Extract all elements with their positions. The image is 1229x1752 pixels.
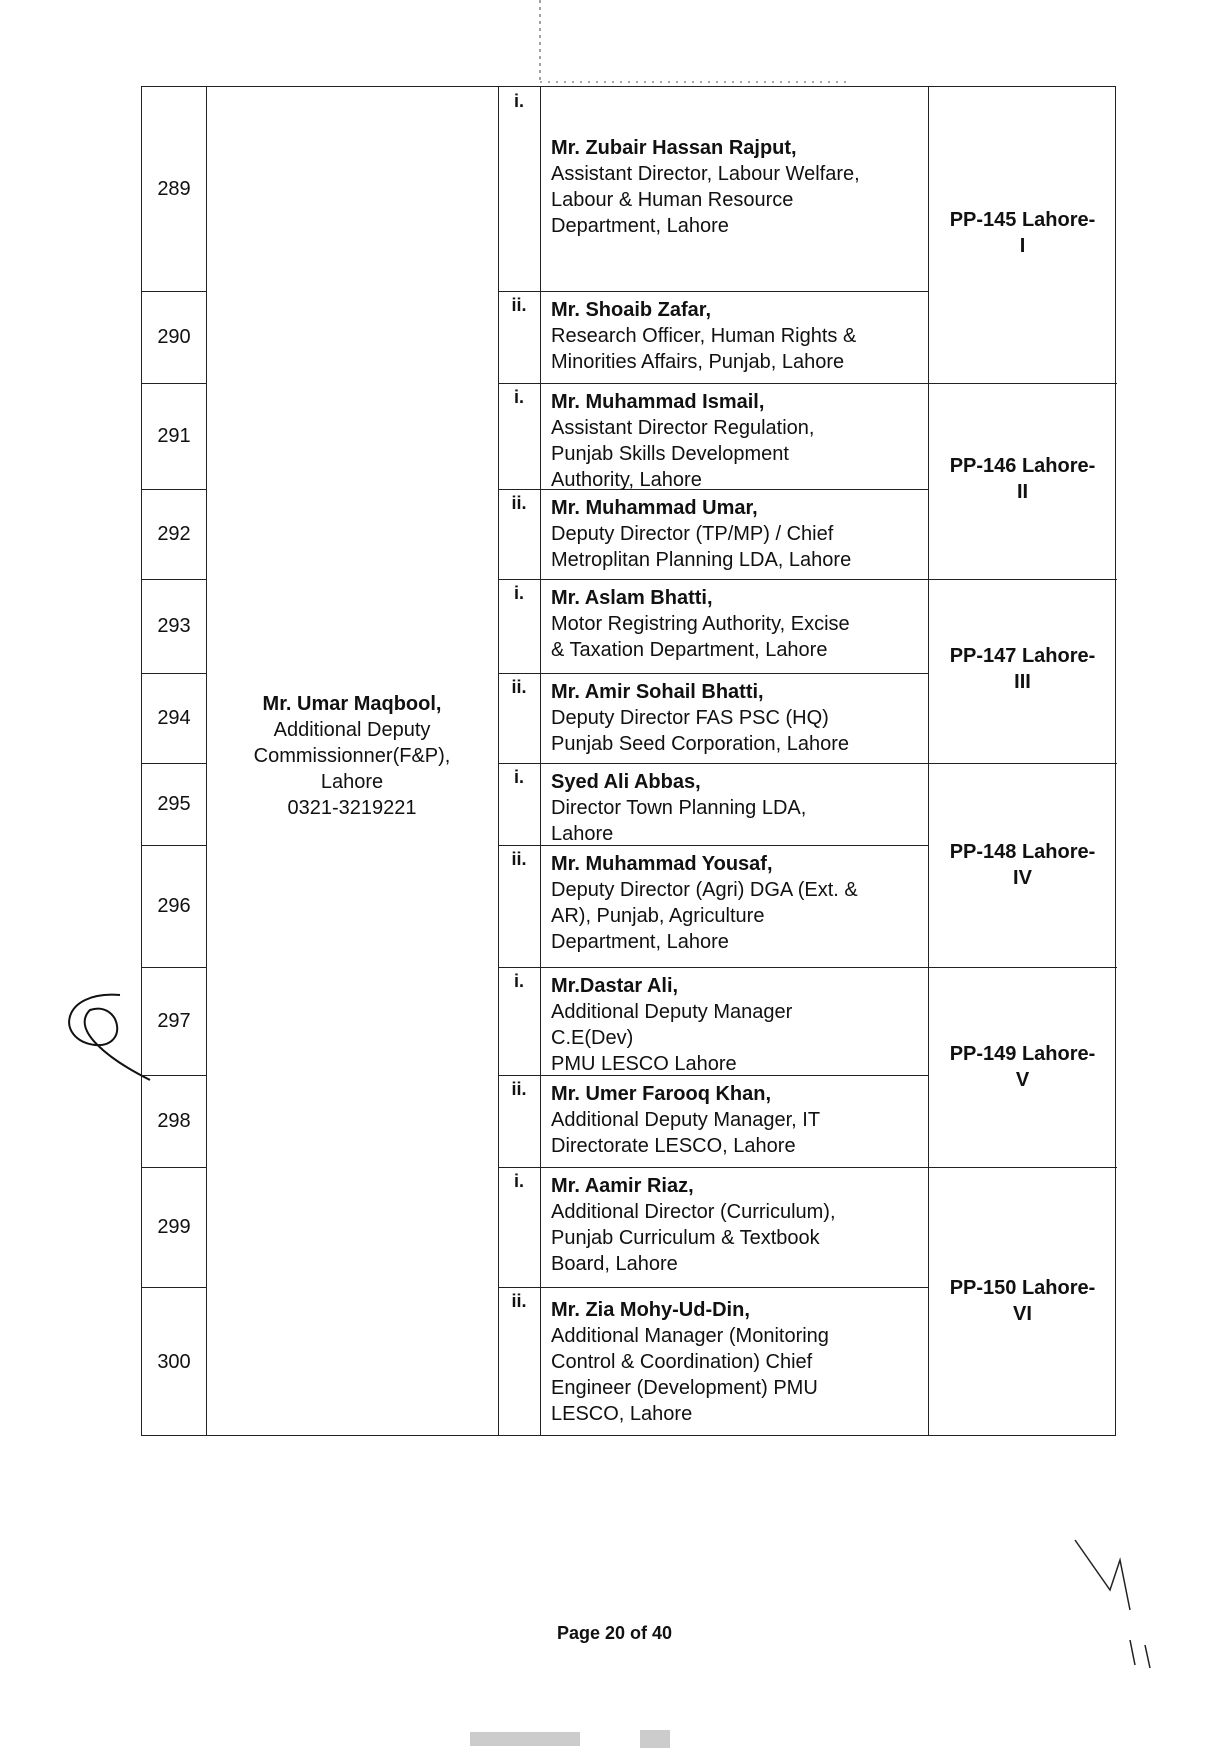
nominee-name: Mr. Zia Mohy-Ud-Din, <box>551 1299 750 1321</box>
row-number: 289 <box>157 177 191 200</box>
nominee-entry <box>551 131 921 239</box>
column-divider <box>928 87 929 1435</box>
constituency-label: PP-150 Lahore- VI <box>949 1277 1096 1325</box>
row-number: 294 <box>157 706 191 729</box>
nominee-designation: Director Town Planning LDA, Lahore <box>551 797 807 845</box>
nominee-designation: Deputy Director (TP/MP) / Chief Metroplitan Planning LDA, Lahore <box>551 523 852 571</box>
constituency-label: PP-147 Lahore- III <box>949 645 1096 693</box>
nominee-entry <box>551 581 921 663</box>
officer-name: Mr. Umar Maqbool, <box>262 693 442 715</box>
nominee-designation: Additional Director (Curriculum), Punjab Curriculum & Textbook Board, Lahore <box>551 1201 836 1275</box>
nominee-designation: Research Officer, Human Rights & Minorities Affairs, Punjab, Lahore <box>551 325 857 373</box>
page-number: Page 20 of 40 <box>556 1623 673 1643</box>
nominee-designation: Motor Registring Authority, Excise & Taxation Department, Lahore <box>551 613 850 661</box>
row-number: 297 <box>157 1009 191 1032</box>
row-number: 299 <box>157 1215 191 1238</box>
entry-marker: i. <box>513 1171 524 1191</box>
nominee-name: Mr. Shoaib Zafar, <box>551 299 712 321</box>
entry-marker: ii. <box>511 1291 527 1311</box>
nominee-entry <box>551 765 921 847</box>
nominee-name: Mr. Aamir Riaz, <box>551 1175 694 1197</box>
entry-marker: i. <box>513 971 524 991</box>
nominee-designation: Additional Deputy Manager C.E(Dev) PMU LESCO Lahore <box>551 1001 793 1075</box>
nominee-name: Mr. Muhammad Ismail, <box>551 391 765 413</box>
officer-phone: 0321-3219221 <box>287 797 417 819</box>
entry-marker: ii. <box>511 677 527 697</box>
nominee-designation: Assistant Director, Labour Welfare, Labour & Human Resource Department, Lahore <box>551 163 860 237</box>
constituency-label: PP-146 Lahore- II <box>949 455 1096 503</box>
signature-initials <box>69 995 150 1080</box>
entry-marker: ii. <box>511 1079 527 1099</box>
nominee-entry <box>551 1169 921 1277</box>
nominee-designation: Additional Manager (Monitoring Control & Coordination) Chief Engineer (Development) PMU LESCO, Lahore <box>551 1325 829 1425</box>
row-number: 295 <box>157 792 191 815</box>
entry-marker: ii. <box>511 493 527 513</box>
entry-marker: i. <box>513 767 524 787</box>
nominee-name: Mr. Muhammad Umar, <box>551 497 758 519</box>
nominee-name: Mr. Amir Sohail Bhatti, <box>551 681 764 703</box>
nominee-entry <box>551 491 921 573</box>
assignment-table <box>141 86 1116 1436</box>
nominee-designation: Deputy Director FAS PSC (HQ) Punjab Seed Corporation, Lahore <box>551 707 849 755</box>
nominee-name: Mr. Muhammad Yousaf, <box>551 853 773 875</box>
constituency-label: PP-145 Lahore- I <box>949 209 1096 257</box>
row-number: 300 <box>157 1350 191 1373</box>
nominee-name: Mr. Aslam Bhatti, <box>551 587 713 609</box>
nominee-name: Syed Ali Abbas, <box>551 771 701 793</box>
nominee-entry <box>551 385 921 493</box>
nominee-designation: Assistant Director Regulation, Punjab Skills Development Authority, Lahore <box>551 417 815 491</box>
row-number: 296 <box>157 894 191 917</box>
nominee-name: Mr.Dastar Ali, <box>551 975 679 997</box>
row-number: 291 <box>157 424 191 447</box>
entry-marker: ii. <box>511 295 527 315</box>
officer-city: Lahore <box>320 771 384 793</box>
constituency-label: PP-149 Lahore- V <box>949 1043 1096 1091</box>
row-number: 298 <box>157 1109 191 1132</box>
nominee-entry <box>551 293 921 375</box>
handwritten-mark <box>1075 1540 1130 1610</box>
column-divider <box>540 87 541 1435</box>
row-number: 292 <box>157 522 191 545</box>
nominee-name: Mr. Umer Farooq Khan, <box>551 1083 772 1105</box>
column-divider <box>498 87 499 1435</box>
row-number: 293 <box>157 614 191 637</box>
row-number: 290 <box>157 325 191 348</box>
nominee-designation: Deputy Director (Agri) DGA (Ext. & AR), Punjab, Agriculture Department, Lahore <box>551 879 858 953</box>
nominee-entry <box>551 1293 921 1427</box>
entry-marker: i. <box>513 583 524 603</box>
constituency-label: PP-148 Lahore- IV <box>949 841 1096 889</box>
nominee-entry <box>551 1077 921 1159</box>
entry-marker: i. <box>513 387 524 407</box>
officer-designation: Commissionner(F&P), <box>253 745 451 767</box>
entry-marker: ii. <box>511 849 527 869</box>
nominee-designation: Additional Deputy Manager, IT Directorate LESCO, Lahore <box>551 1109 821 1157</box>
officer-cell <box>206 691 498 821</box>
nominee-entry <box>551 675 921 757</box>
nominee-entry <box>551 847 921 955</box>
entry-marker: i. <box>513 91 524 111</box>
officer-designation: Additional Deputy <box>273 719 431 741</box>
nominee-entry <box>551 969 921 1077</box>
nominee-name: Mr. Zubair Hassan Rajput, <box>551 137 797 159</box>
